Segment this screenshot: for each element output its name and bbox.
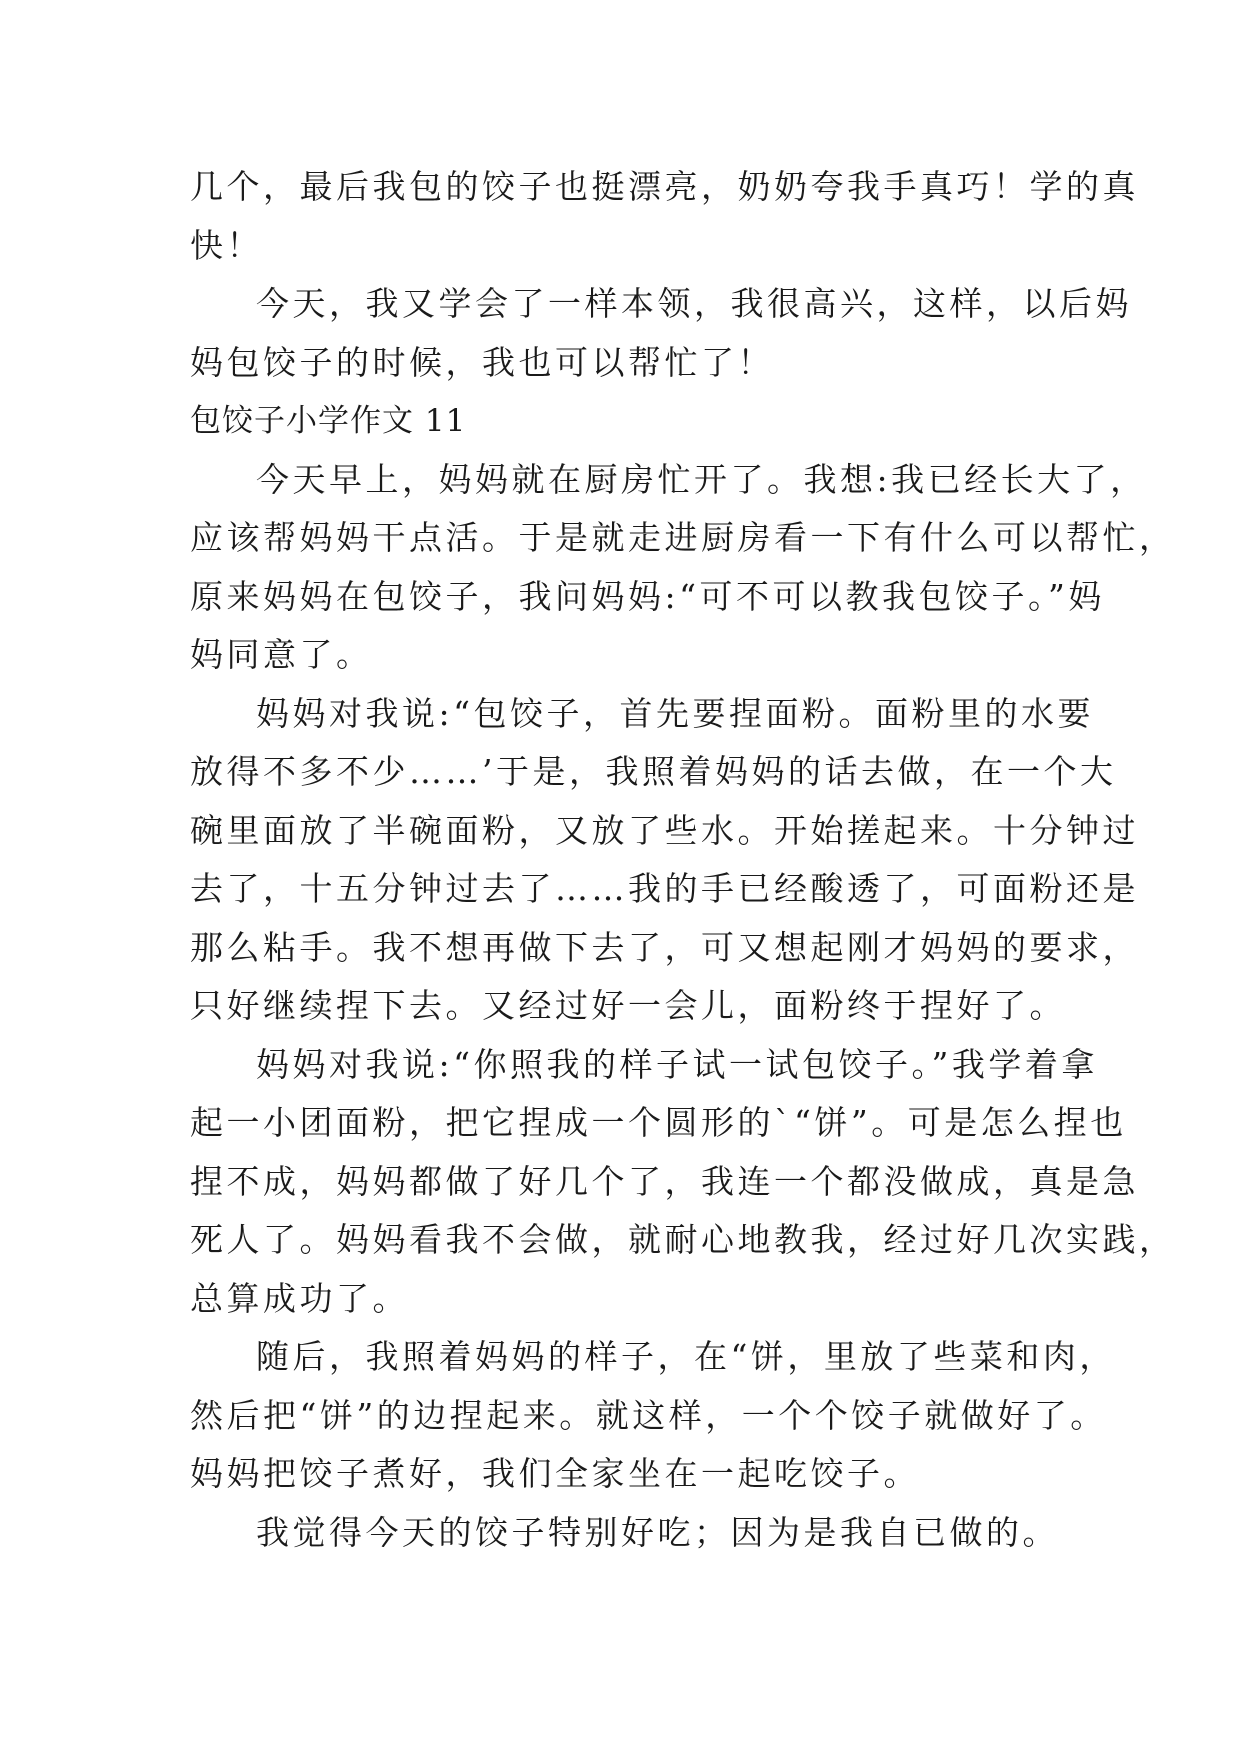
text-line: 应该帮妈妈干点活。于是就走进厨房看一下有什么可以帮忙， xyxy=(190,518,1176,557)
text-line: 随后，我照着妈妈的样子，在“饼，里放了些菜和肉， xyxy=(256,1337,1116,1376)
text-line: 几个，最后我包的饺子也挺漂亮，奶奶夸我手真巧！学的真 xyxy=(190,167,1139,206)
essay-title: 包饺子小学作文 11 xyxy=(190,403,467,439)
text-line: 去了，十五分钟过去了……我的手已经酸透了，可面粉还是 xyxy=(190,869,1139,908)
text-line: 起一小团面粉，把它捏成一个圆形的`“饼”。可是怎么捏也 xyxy=(190,1103,1127,1142)
text-line: 碗里面放了半碗面粉，又放了些水。开始搓起来。十分钟过 xyxy=(190,810,1139,850)
text-line: 只好继续捏下去。又经过好一会儿，面粉终于捏好了。 xyxy=(190,986,1066,1025)
text-line: 那么粘手。我不想再做下去了，可又想起刚才妈妈的要求， xyxy=(190,927,1139,967)
text-line: 然后把“饼”的边捏起来。就这样，一个个饺子就做好了。 xyxy=(190,1395,1107,1435)
text-line: 我觉得今天的饺子特别好吃；因为是我自已做的。 xyxy=(256,1512,1059,1552)
text-line: 原来妈妈在包饺子，我问妈妈:“可不可以教我包饺子。”妈 xyxy=(190,576,1105,616)
text-line: 妈妈对我说:“你照我的样子试一试包饺子。”我学着拿 xyxy=(256,1044,1098,1084)
text-line: 妈妈把饺子煮好，我们全家坐在一起吃饺子。 xyxy=(190,1454,920,1493)
text-line: 妈同意了。 xyxy=(190,635,373,674)
text-line: 总算成功了。 xyxy=(190,1278,409,1318)
text-line: 妈包饺子的时候，我也可以帮忙了！ xyxy=(190,342,774,382)
text-line: 妈妈对我说:“包饺子，首先要捏面粉。面粉里的水要 xyxy=(256,693,1094,733)
text-line: 死人了。妈妈看我不会做，就耐心地教我，经过好几次实践， xyxy=(190,1220,1176,1259)
text-line: 捏不成，妈妈都做了好几个了，我连一个都没做成，真是急 xyxy=(190,1161,1139,1201)
text-line: 今天早上，妈妈就在厨房忙开了。我想:我已经长大了， xyxy=(256,459,1147,499)
text-line: 今天，我又学会了一样本领，我很高兴，这样，以后妈 xyxy=(256,284,1132,323)
text-line: 放得不多不少……’于是，我照着妈妈的话去做，在一个大 xyxy=(190,752,1117,791)
text-line: 快！ xyxy=(190,225,263,265)
document-page xyxy=(190,158,1176,1562)
